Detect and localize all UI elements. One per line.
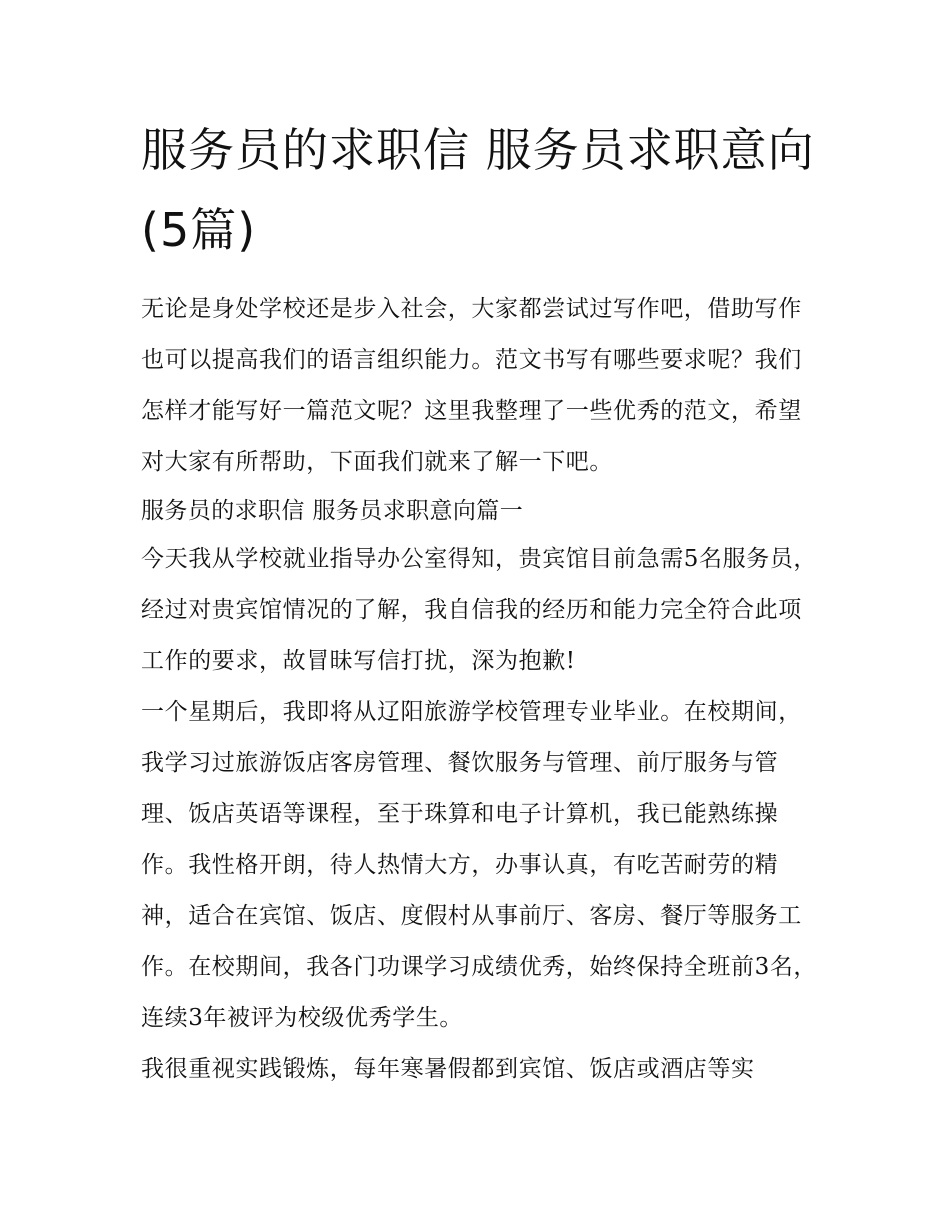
body-paragraph-2: 一个星期后，我即将从辽阳旅游学校管理专业毕业。在校期间，我学习过旅游饭店客房管理、餐饮服务与管理、前厅服务与管理、饭店英语等课程，至于珠算和电子计算机，我已能熟练操作。我性格开朗，待人热情大方，办事认真，有吃苦耐劳的精神，适合在宾馆、饭店、度假村从事前厅、客房、餐厅等服务工作。在校期间，我各门功课学习成绩优秀，始终保持全班前3名，连续3年被评为校级优秀学生。 [141,699,818,1031]
document-page [141,110,821,1095]
section-heading: 服务员的求职信 服务员求职意向篇一 [141,498,524,524]
body-paragraph-3: 我很重视实践锻炼，每年寒暑假都到宾馆、饭店或酒店等实 [141,1056,755,1082]
body-paragraph-1: 今天我从学校就业指导办公室得知，贵宾馆目前急需5名服务员，经过对贵宾馆情况的了解，我自信我的经历和能力完全符合此项工作的要求，故冒昧写信打扰，深为抱歉! [141,546,818,674]
document-title: 服务员的求职信 服务员求职意向(5篇) [141,123,815,257]
intro-paragraph: 无论是身处学校还是步入社会，大家都尝试过写作吧，借助写作也可以提高我们的语言组织能力。范文书写有哪些要求呢？我们怎样才能写好一篇范文呢？这里我整理了一些优秀的范文，希望对大家有所帮助，下面我们就来了解一下吧。 [141,296,802,475]
